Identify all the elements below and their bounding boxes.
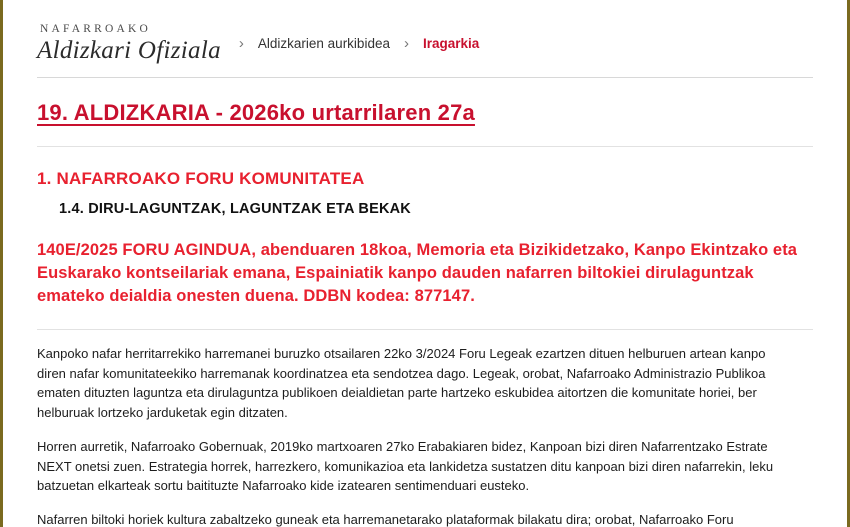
site-header — [37, 16, 813, 63]
paragraph-line: Kanpoko nafar herritarrekiko harremanei buruzko otsailaren 22ko 3/2024 Foru Legeak ezartzen dituen helburuen artean kanpo — [37, 345, 766, 361]
section-heading-level-1: 1. NAFARROAKO FORU KOMUNITATEA — [37, 168, 365, 188]
document-content — [3, 0, 847, 527]
page-title[interactable]: 19. ALDIZKARIA - 2026ko urtarrilaren 27a — [37, 99, 475, 125]
section-heading-level-2: 1.4. DIRU-LAGUNTZAK, LAGUNTZAK ETA BEKAK — [59, 200, 411, 217]
logo-main-text: Aldizkari Ofiziala — [37, 36, 221, 64]
header-divider — [37, 77, 813, 78]
chevron-right-icon-2: › — [403, 34, 409, 52]
chevron-right-icon: › — [238, 34, 244, 52]
paragraph-line: NEXT onetsi zuen. Estrategia horrek, harrezkero, komunikazioa eta lankidetza sustatzen ditu kanpoan bizi diren nafarrekin, leku — [37, 458, 774, 474]
document-headline: 140E/2025 FORU AGINDUA, abenduaren 18koa, Memoria eta Bizikidetzako, Kanpo Ekintzako eta Euskarako kontseilariak emana, Espainiatik kanpo dauden nafarren biltokiei dirulaguntzak emateko deialdia onesten duena. DDBN kodea: 877147. — [37, 240, 798, 306]
body-paragraph — [37, 437, 813, 496]
body-divider — [37, 329, 813, 330]
paragraph-line: Nafarren biltoki horiek kultura zabaltzeko guneak eta harremanetarako plataformak bilakatu dira; orobat, Nafarroako Foru — [37, 512, 734, 527]
breadcrumb-link-index[interactable]: Aldizkarien aurkibidea — [257, 35, 390, 51]
body-paragraph — [37, 510, 813, 527]
paragraph-line: ematen dituzten laguntza eta dirulaguntza publikoen deialdietan parte hartzeko eskubidea aitortzen die komunitate horiei, ber — [37, 385, 757, 401]
paragraph-line: helburuak lortzeko jarduketak egin ditzaten. — [37, 405, 288, 421]
site-logo[interactable] — [37, 24, 225, 63]
paragraph-line: Horren aurretik, Nafarroako Gobernuak, 2019ko martxoaren 27ko Erabakiaren bidez, Kanpoan bizi diren Nafarrentzako Estrate — [37, 438, 768, 454]
title-divider — [37, 146, 813, 147]
body-paragraph — [37, 344, 813, 423]
logo-top-text: NAFARROAKO — [40, 23, 152, 35]
paragraph-line: diren nafar komunitateekiko harremanak koordinatzea eta sendotzea dago. Legeak, orobat, Nafarroako Administrazio Publikoa — [37, 365, 766, 381]
breadcrumb-current-iragarkia[interactable]: Iragarkia — [422, 35, 480, 51]
paragraph-line: batzuetan elkarteak sortu baitituzte Nafarroako kide izatearen sentimenduari eusteko. — [37, 478, 530, 494]
